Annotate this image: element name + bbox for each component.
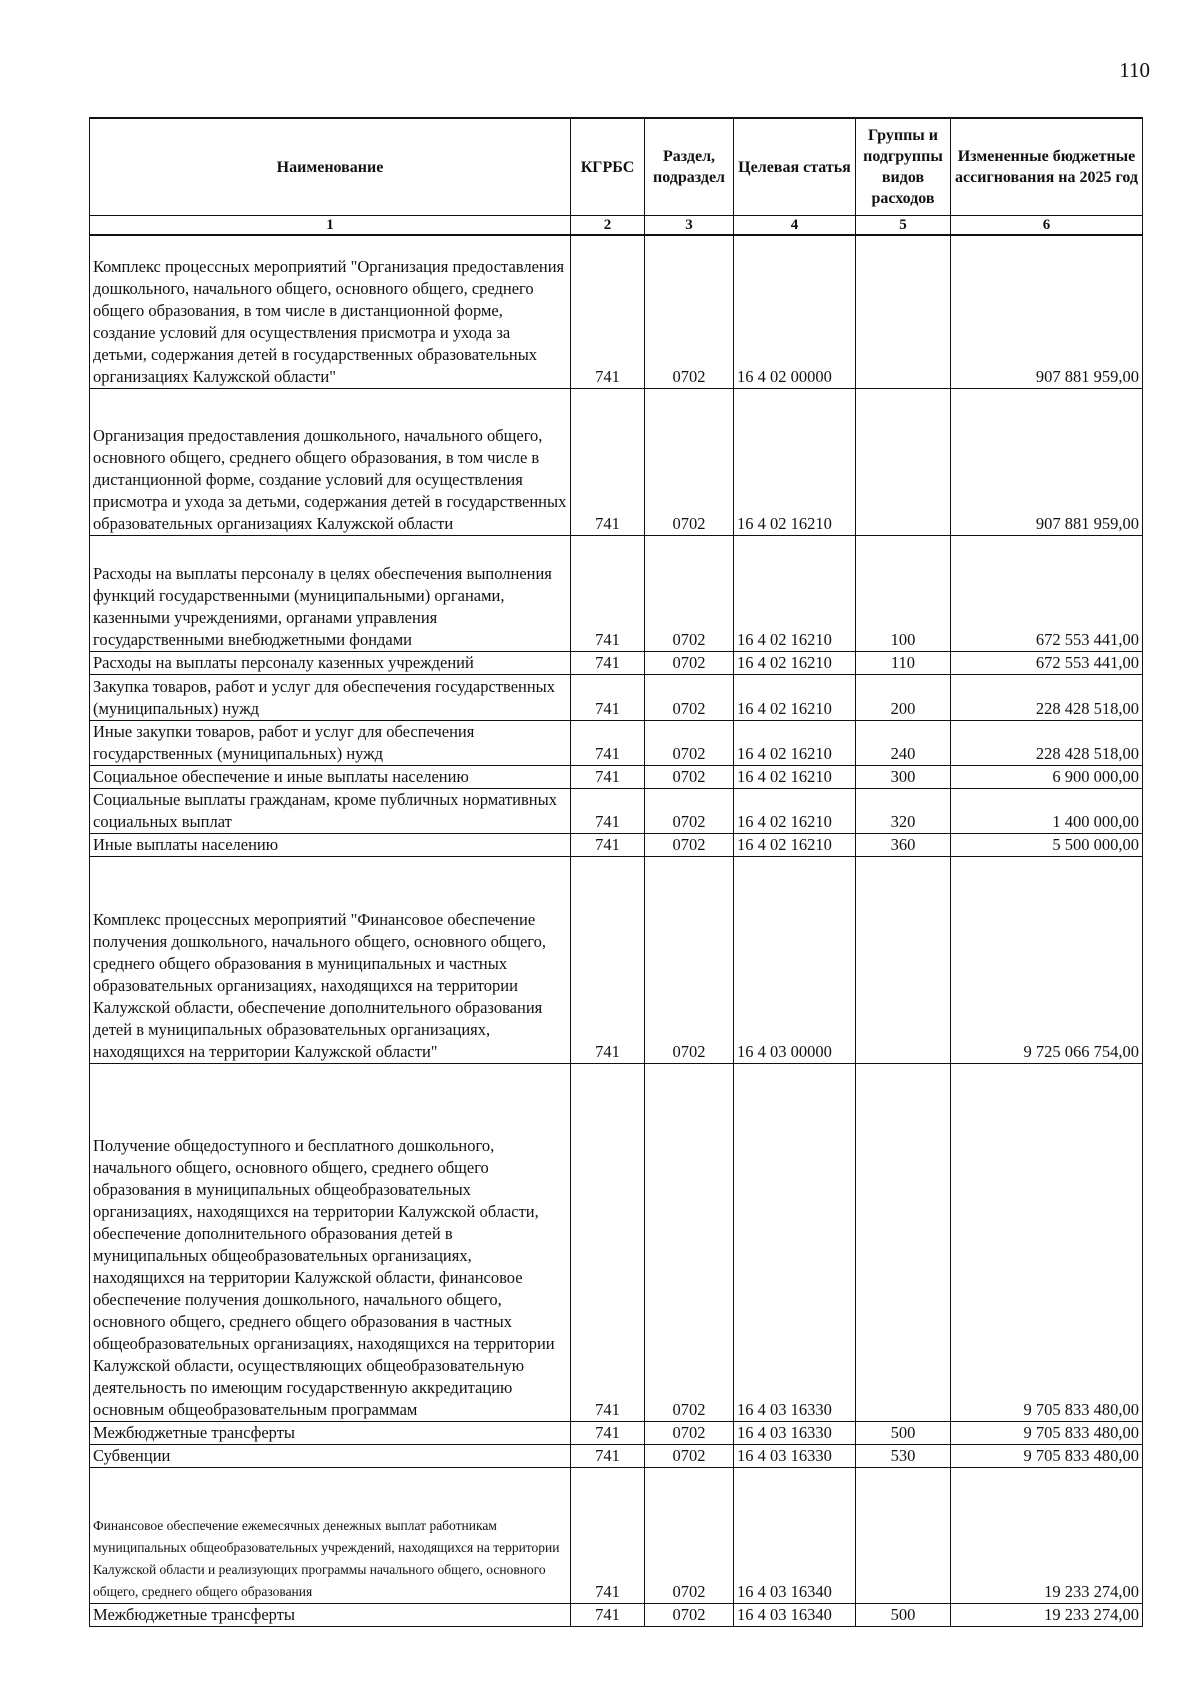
page-number: 110 <box>1119 58 1150 82</box>
row-kgrbs: 741 <box>571 535 645 651</box>
row-group: 200 <box>856 674 951 720</box>
row-kgrbs: 741 <box>571 1421 645 1444</box>
row-razdel: 0702 <box>645 1421 734 1444</box>
row-amount: 9 705 833 480,00 <box>951 1444 1143 1467</box>
row-group <box>856 1063 951 1421</box>
row-razdel: 0702 <box>645 788 734 833</box>
row-razdel: 0702 <box>645 720 734 765</box>
row-amount: 9 705 833 480,00 <box>951 1063 1143 1421</box>
row-amount: 228 428 518,00 <box>951 720 1143 765</box>
row-amount: 19 233 274,00 <box>951 1603 1143 1626</box>
row-razdel: 0702 <box>645 651 734 674</box>
table-row <box>90 856 1143 1063</box>
row-group <box>856 1467 951 1603</box>
row-group <box>856 235 951 388</box>
row-target: 16 4 03 00000 <box>734 856 856 1063</box>
row-razdel: 0702 <box>645 388 734 535</box>
table-row <box>90 651 1143 674</box>
row-amount: 6 900 000,00 <box>951 765 1143 788</box>
row-razdel: 0702 <box>645 535 734 651</box>
row-target: 16 4 02 00000 <box>734 235 856 388</box>
row-razdel: 0702 <box>645 765 734 788</box>
row-target: 16 4 03 16340 <box>734 1603 856 1626</box>
row-name: Межбюджетные трансферты <box>90 1421 571 1444</box>
row-target: 16 4 03 16340 <box>734 1467 856 1603</box>
row-kgrbs: 741 <box>571 788 645 833</box>
row-name: Закупка товаров, работ и услуг для обеспечения государственных (муниципальных) нужд <box>90 674 571 720</box>
table-row <box>90 788 1143 833</box>
row-group: 100 <box>856 535 951 651</box>
column-number: 5 <box>856 216 951 236</box>
header-target: Целевая статья <box>734 118 856 216</box>
row-name: Субвенции <box>90 1444 571 1467</box>
row-kgrbs: 741 <box>571 388 645 535</box>
row-kgrbs: 741 <box>571 856 645 1063</box>
row-amount: 9 705 833 480,00 <box>951 1421 1143 1444</box>
table-row <box>90 388 1143 535</box>
row-name: Социальное обеспечение и иные выплаты населению <box>90 765 571 788</box>
row-amount: 672 553 441,00 <box>951 651 1143 674</box>
header-amount: Измененные бюджетные ассигнования на 2025 год <box>951 118 1143 216</box>
row-razdel: 0702 <box>645 1467 734 1603</box>
row-kgrbs: 741 <box>571 674 645 720</box>
row-group: 360 <box>856 833 951 856</box>
row-target: 16 4 02 16210 <box>734 388 856 535</box>
row-group: 240 <box>856 720 951 765</box>
row-name: Межбюджетные трансферты <box>90 1603 571 1626</box>
table-row <box>90 235 1143 388</box>
table-row <box>90 1603 1143 1626</box>
row-razdel: 0702 <box>645 1603 734 1626</box>
row-name: Расходы на выплаты персоналу казенных учреждений <box>90 651 571 674</box>
column-number: 2 <box>571 216 645 236</box>
row-name: Комплекс процессных мероприятий "Финансовое обеспечение получения дошкольного, начального общего, основного общего, среднего общего образования в муниципальных и частных образовательных организациях, находящихся на территории Калужской области, обеспечение дополнительного образования детей в муниципальных образовательных организациях, находящихся на территории Калужской области" <box>90 856 571 1063</box>
row-razdel: 0702 <box>645 856 734 1063</box>
row-target: 16 4 02 16210 <box>734 535 856 651</box>
row-group <box>856 856 951 1063</box>
row-target: 16 4 02 16210 <box>734 674 856 720</box>
row-name: Организация предоставления дошкольного, начального общего, основного общего, среднего общего образования, в том числе в дистанционной форме, создание условий для осуществления присмотра и ухода за детьми, содержания детей в государственных образовательных организациях Калужской области <box>90 388 571 535</box>
table-row <box>90 1421 1143 1444</box>
row-kgrbs: 741 <box>571 720 645 765</box>
budget-table <box>89 117 1143 1627</box>
table-row <box>90 674 1143 720</box>
row-name: Иные выплаты населению <box>90 833 571 856</box>
row-kgrbs: 741 <box>571 651 645 674</box>
row-kgrbs: 741 <box>571 1467 645 1603</box>
header-razdel: Раздел, подраздел <box>645 118 734 216</box>
row-razdel: 0702 <box>645 674 734 720</box>
row-kgrbs: 741 <box>571 765 645 788</box>
table-row <box>90 1063 1143 1421</box>
row-target: 16 4 02 16210 <box>734 833 856 856</box>
column-numbers-row <box>90 216 1143 236</box>
row-razdel: 0702 <box>645 235 734 388</box>
column-number: 3 <box>645 216 734 236</box>
header-kgrbs: КГРБС <box>571 118 645 216</box>
table-header-row <box>90 118 1143 216</box>
row-name: Расходы на выплаты персоналу в целях обеспечения выполнения функций государственными (муниципальными) органами, казенными учреждениями, органами управления государственными внебюджетными фондами <box>90 535 571 651</box>
row-kgrbs: 741 <box>571 235 645 388</box>
row-kgrbs: 741 <box>571 1444 645 1467</box>
row-amount: 907 881 959,00 <box>951 235 1143 388</box>
row-amount: 9 725 066 754,00 <box>951 856 1143 1063</box>
row-target: 16 4 02 16210 <box>734 651 856 674</box>
row-razdel: 0702 <box>645 1444 734 1467</box>
table-row <box>90 833 1143 856</box>
row-target: 16 4 03 16330 <box>734 1444 856 1467</box>
row-name: Иные закупки товаров, работ и услуг для обеспечения государственных (муниципальных) нужд <box>90 720 571 765</box>
row-group: 300 <box>856 765 951 788</box>
column-number: 1 <box>90 216 571 236</box>
row-kgrbs: 741 <box>571 1603 645 1626</box>
table-row <box>90 1467 1143 1603</box>
header-groups: Группы и подгруппы видов расходов <box>856 118 951 216</box>
row-kgrbs: 741 <box>571 833 645 856</box>
row-group: 320 <box>856 788 951 833</box>
row-target: 16 4 02 16210 <box>734 788 856 833</box>
row-amount: 907 881 959,00 <box>951 388 1143 535</box>
row-razdel: 0702 <box>645 833 734 856</box>
row-amount: 5 500 000,00 <box>951 833 1143 856</box>
row-amount: 19 233 274,00 <box>951 1467 1143 1603</box>
row-group <box>856 388 951 535</box>
row-target: 16 4 03 16330 <box>734 1063 856 1421</box>
header-name: Наименование <box>90 118 571 216</box>
row-target: 16 4 02 16210 <box>734 765 856 788</box>
row-target: 16 4 03 16330 <box>734 1421 856 1444</box>
row-name: Финансовое обеспечение ежемесячных денежных выплат работникам муниципальных общеобразовательных учреждений, находящихся на территории Калужской области и реализующих программы начального общего, основного общего, среднего общего образования <box>90 1467 571 1603</box>
row-amount: 672 553 441,00 <box>951 535 1143 651</box>
table-row <box>90 765 1143 788</box>
table-row <box>90 720 1143 765</box>
row-amount: 228 428 518,00 <box>951 674 1143 720</box>
row-amount: 1 400 000,00 <box>951 788 1143 833</box>
row-name: Комплекс процессных мероприятий "Организация предоставления дошкольного, начального общего, основного общего, среднего общего образования, в том числе в дистанционной форме, создание условий для осуществления присмотра и ухода за детьми, содержания детей в государственных образовательных организациях Калужской области" <box>90 235 571 388</box>
table-row <box>90 535 1143 651</box>
row-group: 110 <box>856 651 951 674</box>
row-name: Социальные выплаты гражданам, кроме публичных нормативных социальных выплат <box>90 788 571 833</box>
row-razdel: 0702 <box>645 1063 734 1421</box>
row-group: 500 <box>856 1603 951 1626</box>
row-group: 530 <box>856 1444 951 1467</box>
row-group: 500 <box>856 1421 951 1444</box>
row-kgrbs: 741 <box>571 1063 645 1421</box>
row-name: Получение общедоступного и бесплатного дошкольного, начального общего, основного общего, среднего общего образования в муниципальных общеобразовательных организациях, находящихся на территории Калужской области, обеспечение дополнительного образования детей в муниципальных общеобразовательных организациях, находящихся на территории Калужской области, финансовое обеспечение получения дошкольного, начального общего, основного общего, среднего общего образования в частных общеобразовательных организациях, находящихся на территории Калужской области, осуществляющих общеобразовательную деятельность по имеющим государственную аккредитацию основным общеобразовательным программам <box>90 1063 571 1421</box>
column-number: 4 <box>734 216 856 236</box>
row-target: 16 4 02 16210 <box>734 720 856 765</box>
table-row <box>90 1444 1143 1467</box>
column-number: 6 <box>951 216 1143 236</box>
